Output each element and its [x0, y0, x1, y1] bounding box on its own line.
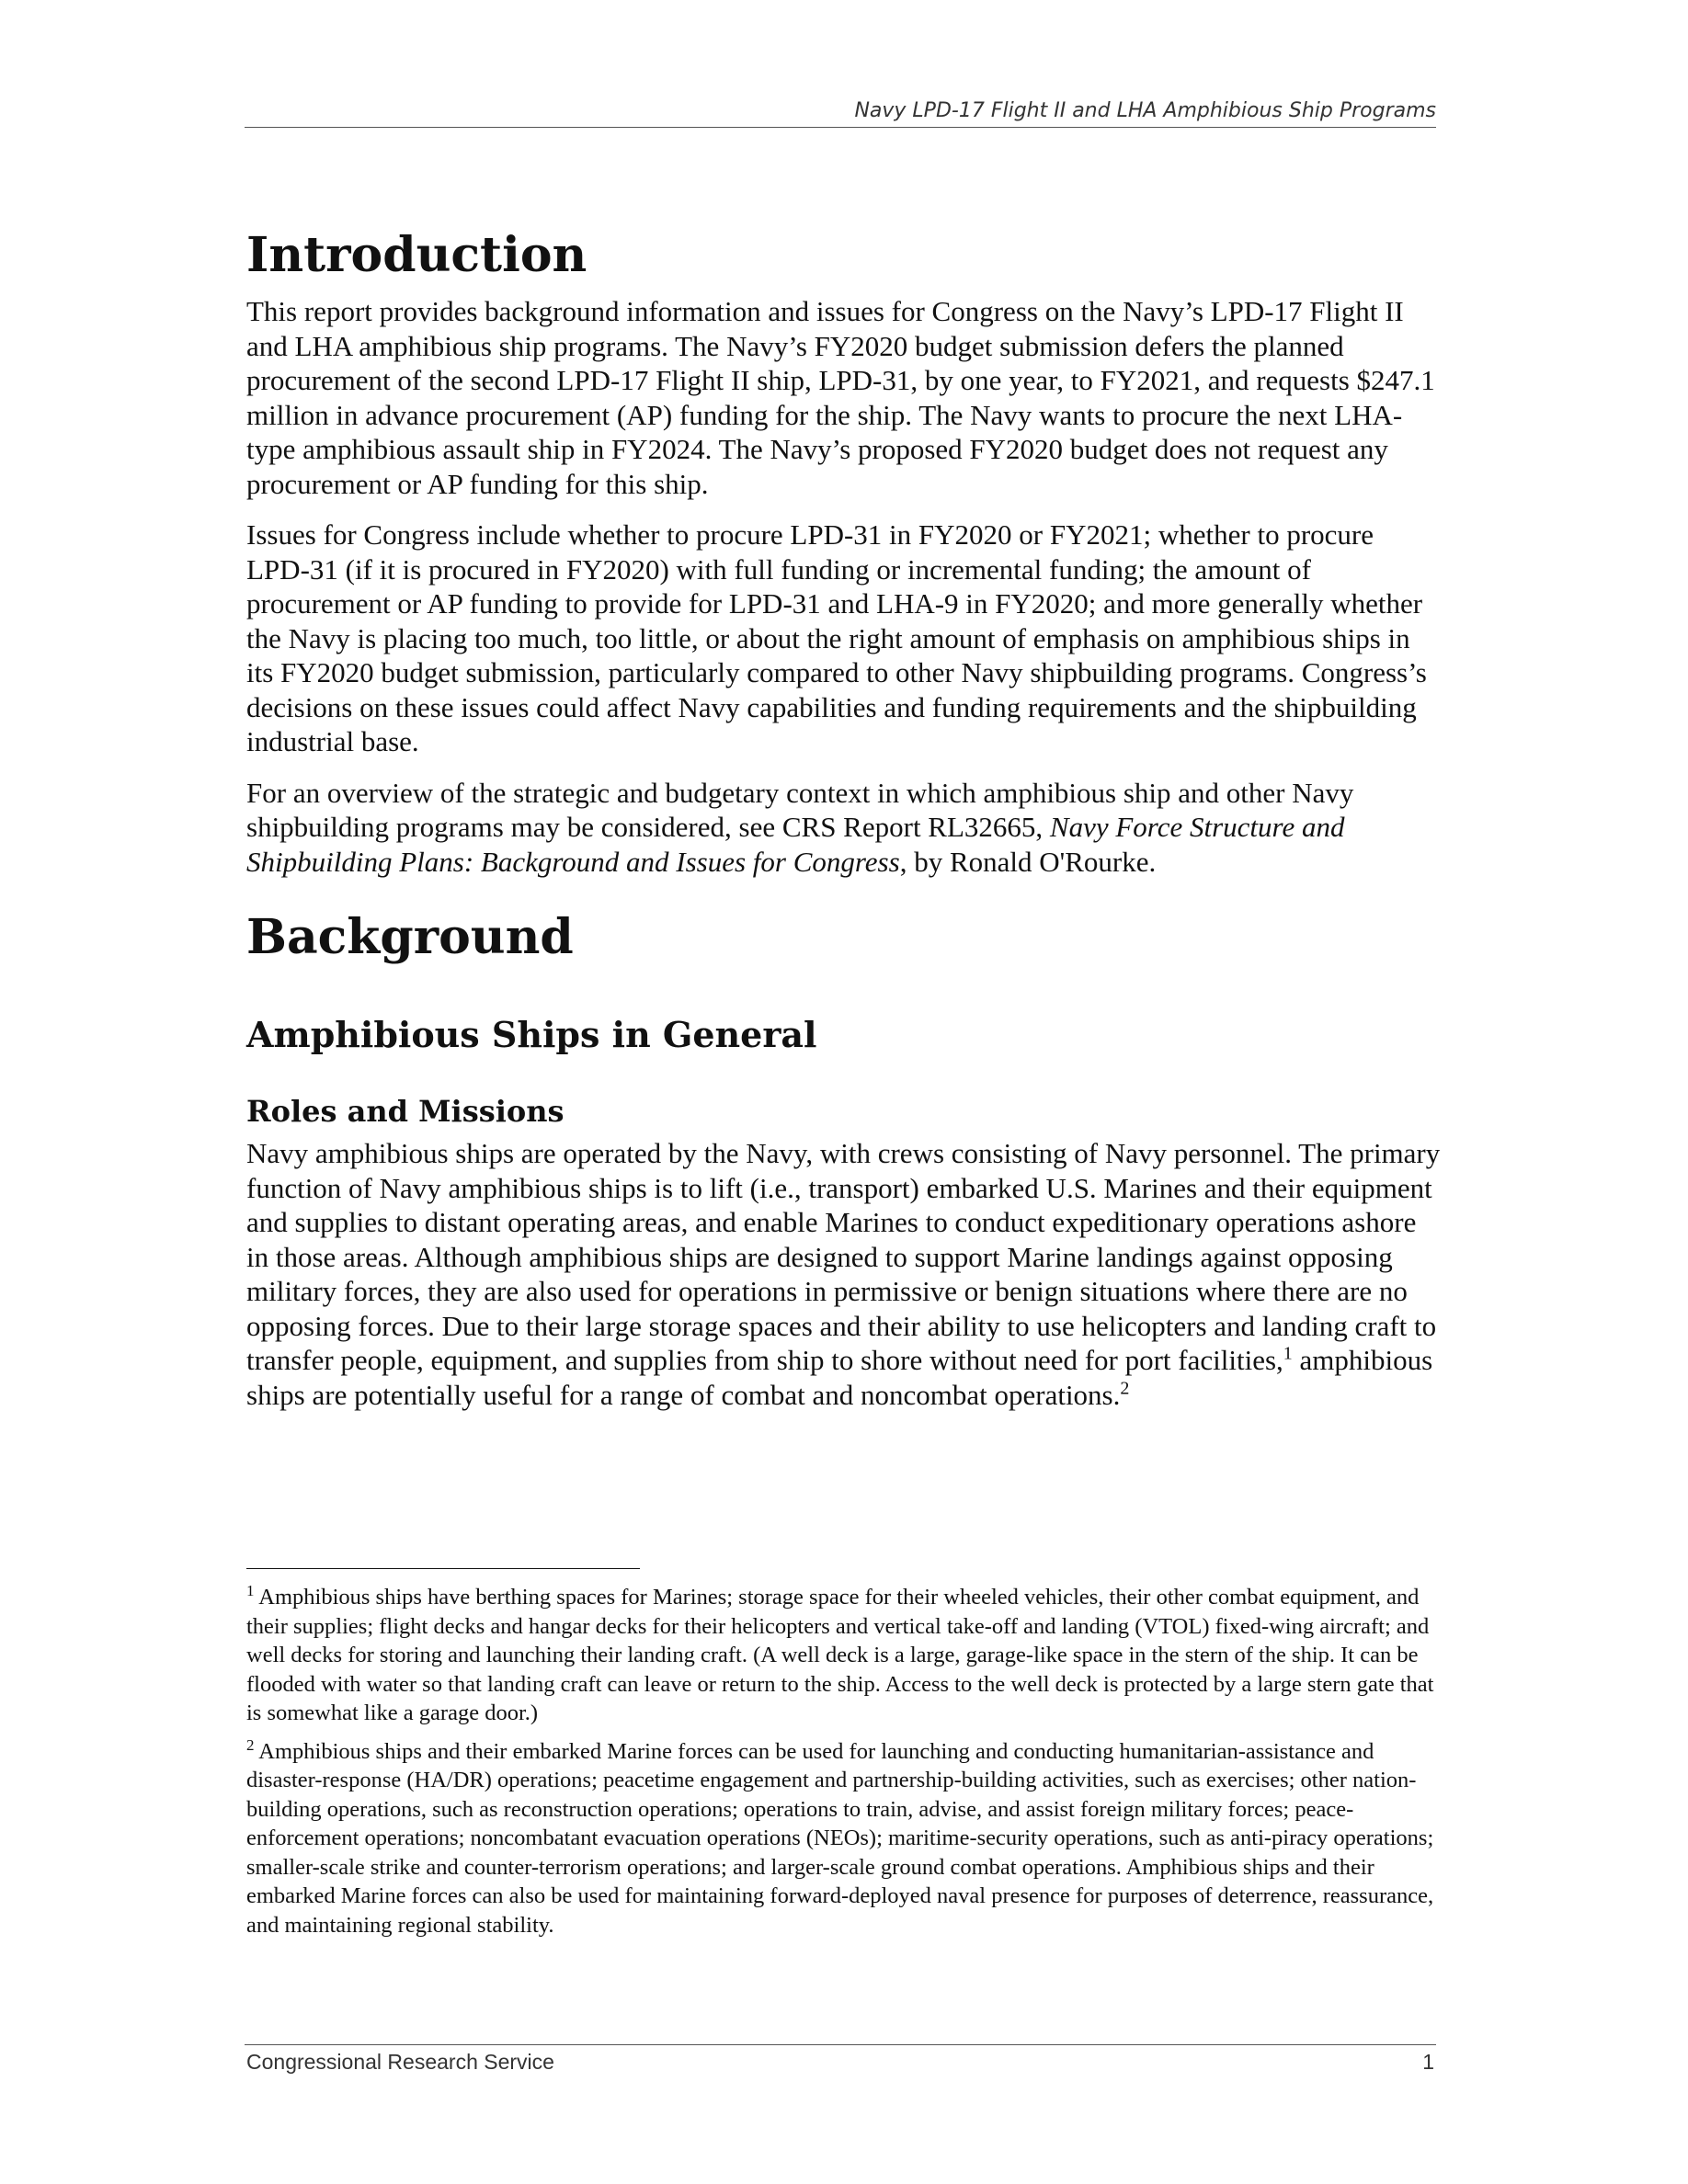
footnote-2 [246, 1737, 1442, 1940]
footnotes [246, 1583, 1442, 1949]
roles-missions-text-2: amphibious ships are potentially useful for a range of combat and noncombat operations. [246, 1344, 1433, 1411]
introduction-paragraph-3 [246, 776, 1442, 880]
amphibious-ships-subheading: Amphibious Ships in General [246, 1014, 817, 1055]
footnote-reference-2[interactable]: 2 [1120, 1378, 1130, 1399]
running-header-title: Navy LPD-17 Flight II and LHA Amphibious Ship Programs [854, 99, 1436, 122]
footnote-1-text: Amphibious ships have berthing spaces for Marines; storage space for their wheeled vehicles, their other combat equipment, and their supplies; flight decks and hangar decks for their helicopters and vertical take-off and landing (VTOL) fixed-wing aircraft; and well decks for storing and launching their landing craft. (A well deck is a large, garage-like space in the stern of the ship. It can be flooded with water so that landing craft can leave or return to the ship. Access to the well deck is protected by a large stern gate that is somewhat like a garage door.) [246, 1585, 1434, 1725]
footnote-reference-1[interactable]: 1 [1283, 1343, 1293, 1364]
footnote-2-text: Amphibious ships and their embarked Marine forces can be used for launching and conducting humanitarian-assistance and disaster-response (HA/DR) operations; peacetime engagement and partnership-building activities, such as exercises; other nation-building operations, such as reconstruction operations; operations to train, advise, and assist foreign military forces; peace-enforcement operations; noncombatant evacuation operations (NEOs); maritime-security operations, such as anti-piracy operations; smaller-scale strike and counter-terrorism operations; and larger-scale ground combat operations. Amphibious ships and their embarked Marine forces can also be used for maintaining forward-deployed naval presence for purposes of deterrence, reassurance, and maintaining regional stability. [246, 1738, 1434, 1938]
main-content [246, 221, 1442, 1428]
footnote-2-number: 2 [246, 1735, 255, 1754]
footnote-1 [246, 1583, 1442, 1728]
introduction-paragraph-3-end: , by Ronald O'Rourke. [899, 845, 1157, 878]
footnote-divider [246, 1568, 640, 1569]
background-heading: Background [246, 909, 574, 965]
footnote-1-number: 1 [246, 1581, 255, 1599]
footer-divider [245, 2044, 1436, 2045]
roles-missions-subheading: Roles and Missions [246, 1094, 565, 1129]
footer-publisher: Congressional Research Service [246, 2050, 554, 2074]
page-footer [246, 2048, 1434, 2076]
footer-page-number: 1 [1422, 2050, 1434, 2074]
roles-missions-paragraph [246, 1136, 1442, 1412]
report-title-reference: Navy Force Structure and Shipbuilding Plans: Background and Issues for Congress [246, 811, 1345, 878]
introduction-paragraph-1: This report provides background information and issues for Congress on the Navy’s LPD-17 Flight II and LHA amphibious ship programs. The Navy’s FY2020 budget submission defers the planned procurement of the second LPD-17 Flight II ship, LPD-31, by one year, to FY2021, and requests $247.1 million in advance procurement (AP) funding for the ship. The Navy wants to procure the next LHA-type amphibious assault ship in FY2024. The Navy’s proposed FY2020 budget does not request any procurement or AP funding for this ship. [246, 295, 1435, 500]
introduction-heading: Introduction [246, 227, 587, 283]
introduction-paragraph-2: Issues for Congress include whether to procure LPD-31 in FY2020 or FY2021; whether to procure LPD-31 (if it is procured in FY2020) with full funding or incremental funding; the amount of procurement or AP funding to provide for LPD-31 and LHA-9 in FY2020; and more generally whether the Navy is placing too much, too little, or about the right amount of emphasis on amphibious ships in its FY2020 budget submission, particularly compared to other Navy shipbuilding programs. Congress’s decisions on these issues could affect Navy capabilities and funding requirements and the shipbuilding industrial base. [246, 518, 1427, 757]
introduction-paragraph-3-start: For an overview of the strategic and budgetary context in which amphibious ship and other Navy shipbuilding programs may be considered, see CRS Report RL32665, [246, 776, 1354, 843]
roles-missions-text-1: Navy amphibious ships are operated by the Navy, with crews consisting of Navy personnel. The primary function of Navy amphibious ships is to lift (i.e., transport) embarked U.S. Marines and their equipment and supplies to distant operating areas, and enable Marines to conduct expeditionary operations ashore in those areas. Although amphibious ships are designed to support Marine landings against opposing military forces, they are also used for operations in permissive or benign situations where there are no opposing forces. Due to their large storage spaces and their ability to use helicopters and landing craft to transfer people, equipment, and supplies from ship to shore without need for port facilities, [246, 1137, 1441, 1376]
running-header [245, 97, 1436, 128]
